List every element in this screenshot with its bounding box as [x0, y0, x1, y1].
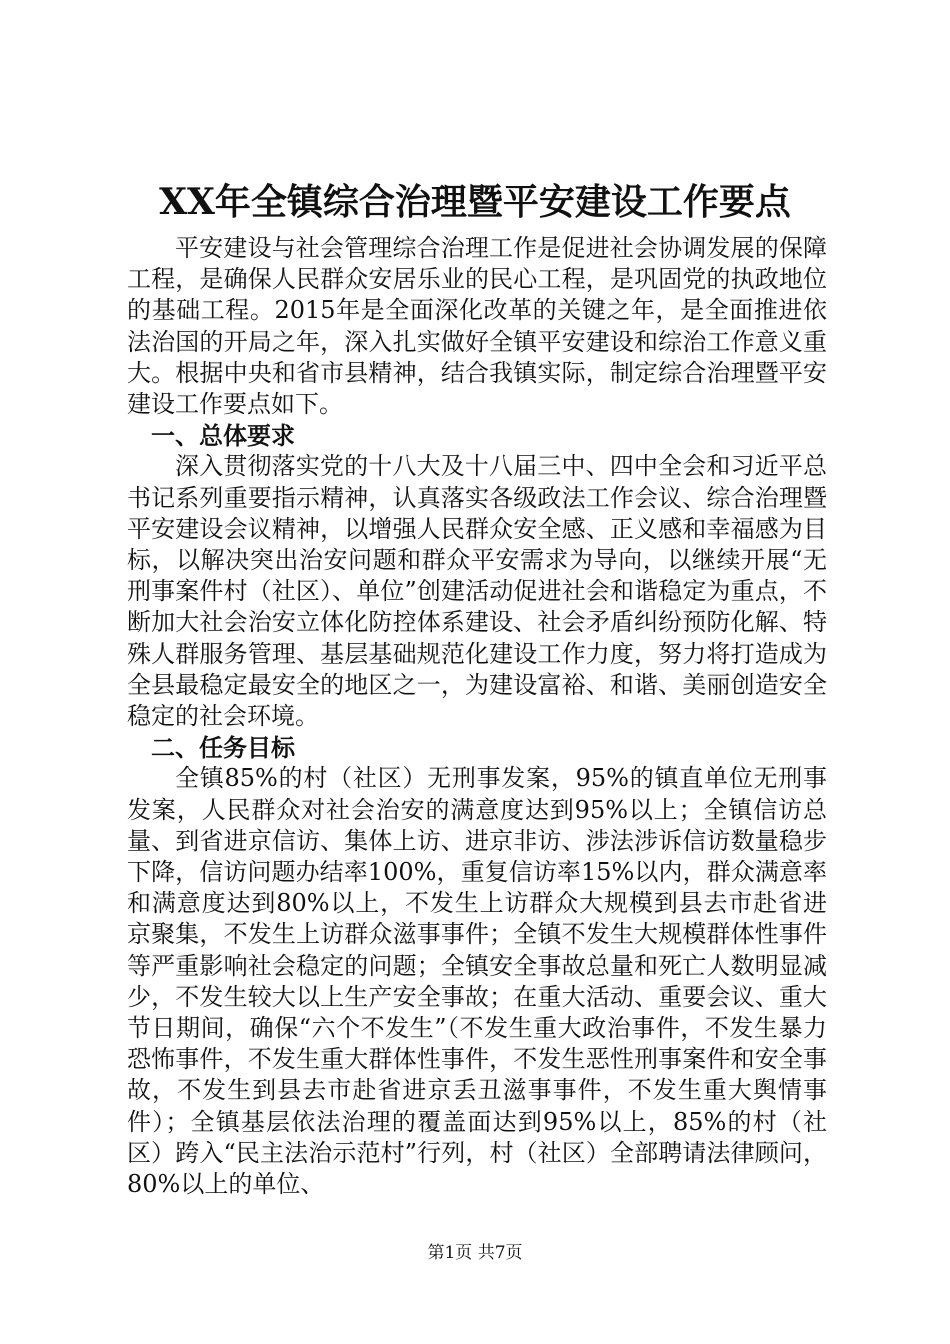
section-heading-task-goals: 二、任务目标	[151, 733, 295, 763]
general-requirements-paragraph: 深入贯彻落实党的十八大及十八届三中、四中全会和习近平总书记系列重要指示精神，认真落实各级政法工作会议、综合治理暨平安建设会议精神，以增强人民群众安全感、正义感和幸福感为目标，以解决突出治安问题和群众平安需求为导向，以继续开展“无刑事案件村（社区）、单位”创建活动促进社会和谐稳定为重点，不断加大社会治安立体化防控体系建设、社会矛盾纠纷预防化解、特殊人群服务管理、基层基础规范化建设工作力度，努力将打造成为全县最稳定最安全的地区之一，为建设富裕、和谐、美丽创造安全稳定的社会环境。	[127, 452, 827, 731]
intro-paragraph: 平安建设与社会管理综合治理工作是促进社会协调发展的保障工程，是确保人民群众安居乐业的民心工程，是巩固党的执政地位的基础工程。2015年是全面深化改革的关键之年，是全面推进依法治国的开局之年，深入扎实做好全镇平安建设和综治工作意义重大。根据中央和省市县精神，结合我镇实际，制定综合治理暨平安建设工作要点如下。	[127, 234, 827, 419]
document-title: XX年全镇综合治理暨平安建设工作要点	[159, 181, 791, 223]
page-number-footer: 第1页 共7页	[427, 1243, 523, 1263]
document-body	[127, 233, 827, 1200]
section-heading-general-requirements: 一、总体要求	[151, 421, 295, 451]
task-goals-paragraph: 全镇85%的村（社区）无刑事发案，95%的镇直单位无刑事发案，人民群众对社会治安的满意度达到95%以上；全镇信访总量、到省进京信访、集体上访、进京非访、涉法涉诉信访数量稳步下降，信访问题办结率100%，重复信访率15%以内，群众满意率和满意度达到80%以上，不发生上访群众大规模到县去市赴省进京聚集，不发生上访群众滋事事件；全镇不发生大规模群体性事件等严重影响社会稳定的问题；全镇安全事故总量和死亡人数明显减少，不发生较大以上生产安全事故；在重大活动、重要会议、重大节日期间，确保“六个不发生”（不发生重大政治事件，不发生暴力恐怖事件，不发生重大群体性事件，不发生恶性刑事案件和安全事故，不发生到县去市赴省进京丢丑滋事事件，不发生重大舆情事件）；全镇基层依法治理的覆盖面达到95%以上，85%的村（社区）跨入“民主法治示范村”行列，村（社区）全部聘请法律顾问，80%以上的单位、	[127, 764, 827, 1199]
